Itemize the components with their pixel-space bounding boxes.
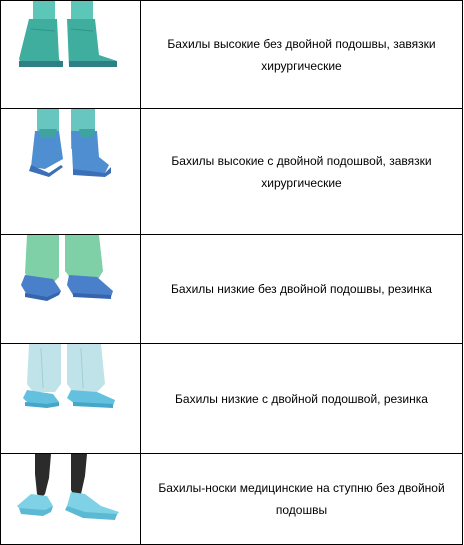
table-row — [1, 344, 463, 454]
table-row — [1, 109, 463, 235]
product-description: Бахилы низкие с двойной подошвой, резинка — [141, 344, 463, 454]
table-row — [1, 235, 463, 344]
product-description: Бахилы высокие без двойной подошвы, завязки хирургические — [141, 1, 463, 109]
low-shoe-cover-elastic-icon — [1, 235, 140, 343]
product-image-cell — [1, 1, 141, 109]
product-image-cell — [1, 344, 141, 454]
sock-shoe-cover-icon — [1, 454, 140, 544]
table-row — [1, 1, 463, 109]
product-description: Бахилы высокие с двойной подошвой, завязки хирургические — [141, 109, 463, 235]
table-row — [1, 454, 463, 545]
product-image-cell — [1, 454, 141, 545]
product-image-cell — [1, 235, 141, 344]
product-description: Бахилы низкие без двойной подошвы, резинка — [141, 235, 463, 344]
product-description: Бахилы-носки медицинские на ступню без двойной подошвы — [141, 454, 463, 545]
low-shoe-cover-double-sole-icon — [1, 344, 140, 453]
high-shoe-cover-double-sole-icon — [1, 109, 140, 234]
product-image-cell — [1, 109, 141, 235]
high-shoe-cover-with-ties-icon — [1, 1, 140, 108]
